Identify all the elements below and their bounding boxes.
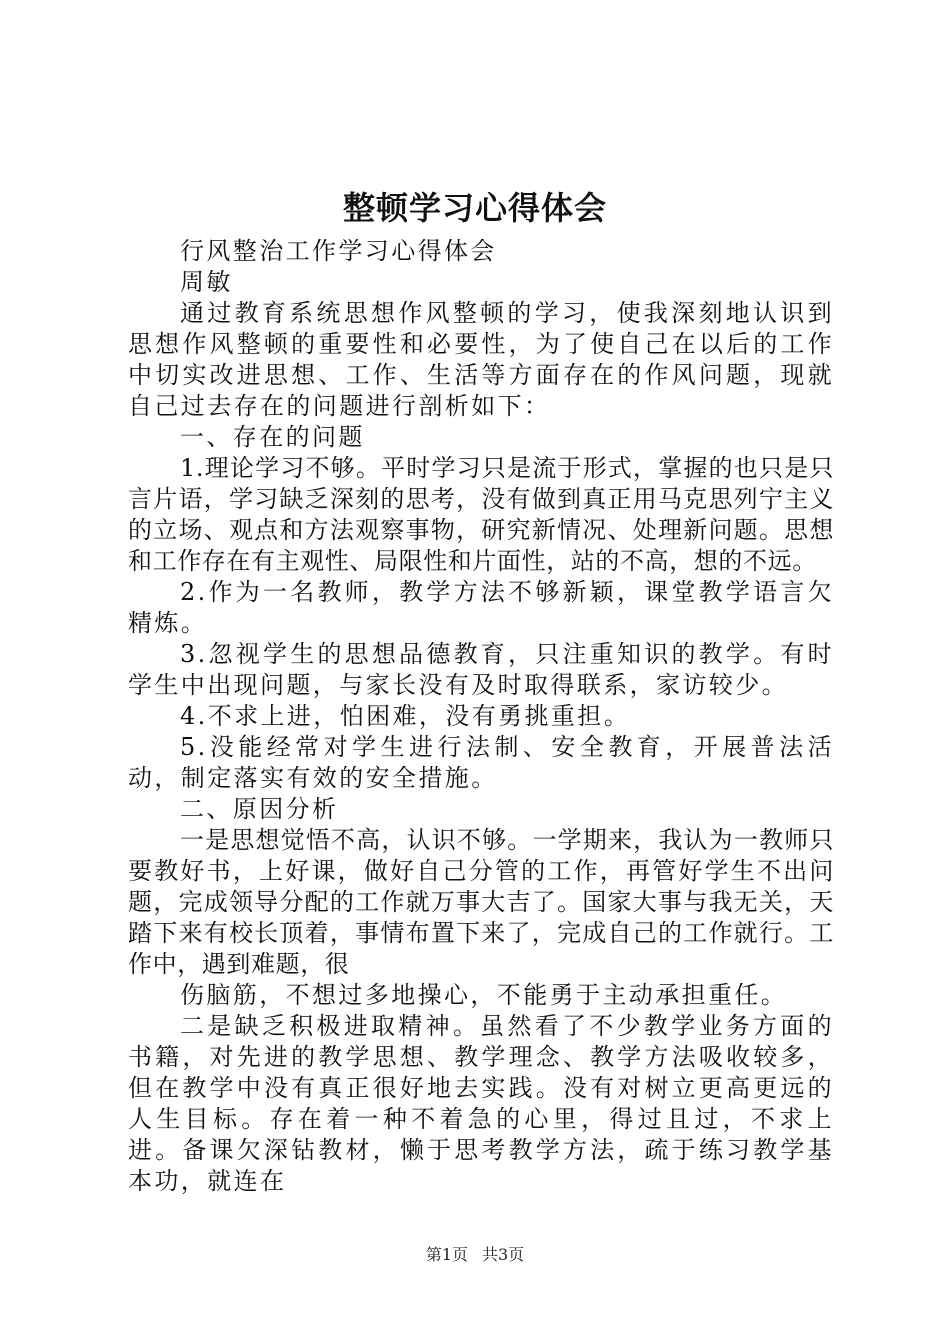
document-body (128, 236, 834, 1197)
body-paragraph: 通过教育系统思想作风整顿的学习，使我深刻地认识到思想作风整顿的重要性和必要性，为了使自己在以后的工作中切实改进思想、工作、生活等方面存在的作风问题，现就自己过去存在的问题进行剖析如下： (128, 299, 834, 420)
body-paragraph: 3.忽视学生的思想品德教育，只注重知识的教学。有时学生中出现问题，与家长没有及时取得联系，家访较少。 (128, 640, 834, 699)
body-paragraph: 2.作为一名教师，教学方法不够新颖，课堂教学语言欠精炼。 (128, 578, 834, 637)
body-paragraph: 二是缺乏积极进取精神。虽然看了不少教学业务方面的书籍，对先进的教学思想、教学理念、教学方法吸收较多，但在教学中没有真正很好地去实践。没有对树立更高更远的人生目标。存在着一种不着急的心里，得过且过，不求上进。备课欠深钻教材，懒于思考教学方法，疏于练习教学基本功，就连在 (128, 1012, 834, 1195)
body-paragraph: 一是思想觉悟不高，认识不够。一学期来，我认为一教师只要教好书，上好课，做好自己分管的工作，再管好学生不出问题，完成领导分配的工作就万事大吉了。国家大事与我无关，天踏下来有校长顶着，事情布置下来了，完成自己的工作就行。工作中，遇到难题，很 (128, 826, 834, 978)
section-heading: 一、存在的问题 (180, 423, 365, 451)
section-heading: 二、原因分析 (180, 795, 339, 823)
body-paragraph: 伤脑筋，不想过多地操心，不能勇于主动承担重任。 (180, 981, 788, 1009)
author-name: 周敏 (180, 268, 233, 296)
document-title: 整顿学习心得体会 (342, 189, 607, 227)
page-footer (0, 1244, 950, 1266)
body-paragraph: 4.不求上进，怕困难，没有勇挑重担。 (180, 702, 631, 730)
body-paragraph: 5.没能经常对学生进行法制、安全教育，开展普法活动，制定落实有效的安全措施。 (128, 733, 834, 792)
page-total: 共3页 (482, 1245, 525, 1264)
body-paragraph: 1.理论学习不够。平时学习只是流于形式，掌握的也只是只言片语，学习缺乏深刻的思考，没有做到真正用马克思列宁主义的立场、观点和方法观察事物，研究新情况、处理新问题。思想和工作存在有主观性、局限性和片面性，站的不高，想的不远。 (128, 454, 834, 575)
body-paragraph: 行风整治工作学习心得体会 (180, 237, 497, 265)
page-number: 第1页 (425, 1245, 468, 1264)
